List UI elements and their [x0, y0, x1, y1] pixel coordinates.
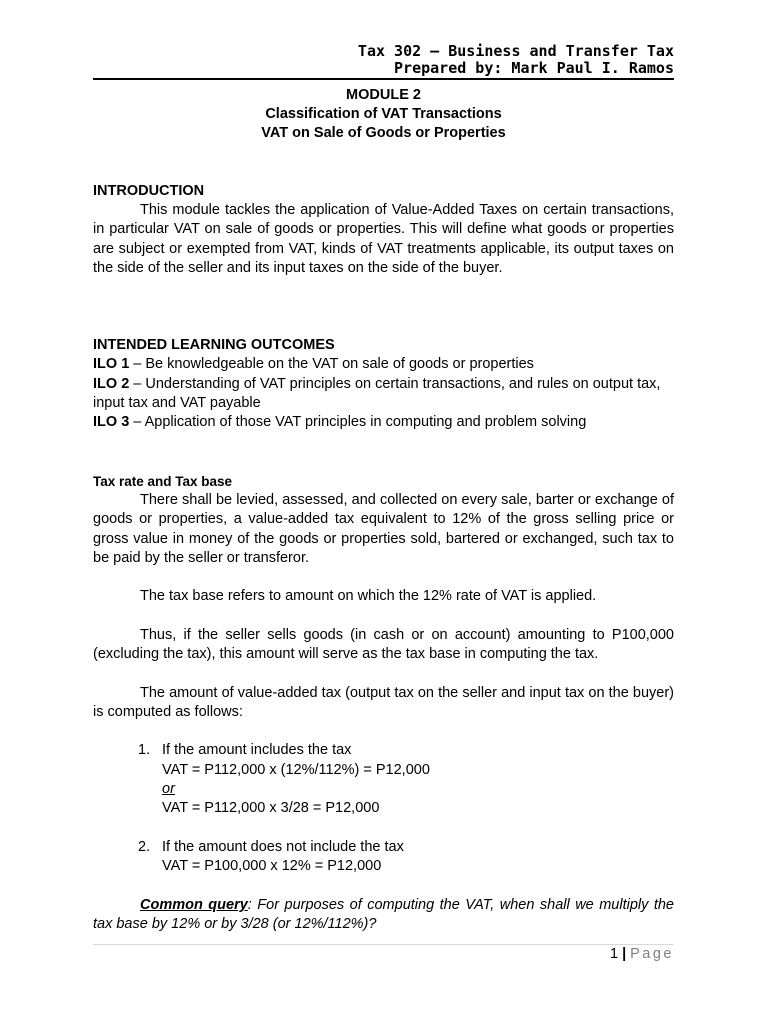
ilo-2-text: – Understanding of VAT principles on certain transactions, and rules on output tax, input tax and VAT payable	[93, 376, 661, 412]
tax-rate-paragraph-1: There shall be levied, assessed, and collected on every sale, barter or exchange of goods or properties, a value-added tax equivalent to 12% of the gross selling price or gross value in money of the goods or properties sold, bartered or exchanged, such tax to be paid by the seller or transferor.	[93, 492, 674, 566]
ilo-2-label: ILO 2	[93, 376, 130, 392]
ilo-3-text: – Application of those VAT principles in computing and problem solving	[129, 414, 587, 430]
computation-item-2	[138, 838, 404, 857]
tax-rate-heading: Tax rate and Tax base	[93, 474, 233, 489]
ilo-3-label: ILO 3	[93, 414, 130, 430]
computation-item-1	[138, 741, 351, 760]
title-line-2: VAT on Sale of Goods or Properties	[261, 125, 506, 141]
ilo-heading: INTENDED LEARNING OUTCOMES	[93, 337, 335, 353]
footer-separator: |	[622, 946, 627, 962]
ilo-item-1	[93, 355, 674, 374]
tax-rate-paragraph-3: Thus, if the seller sells goods (in cash or on account) amounting to P100,000 (excluding the tax), this amount will serve as the tax base in computing the tax.	[93, 627, 674, 663]
ilo-item-3	[93, 413, 674, 432]
item-2-title: If the amount does not include the tax	[162, 839, 404, 855]
item-1-or: or	[162, 781, 175, 797]
header-prepared-by: Prepared by: Mark Paul I. Ramos	[394, 59, 674, 77]
page-number: 1	[609, 946, 619, 962]
title-line-1: Classification of VAT Transactions	[265, 106, 502, 122]
item-2-formula: VAT = P100,000 x 12% = P12,000	[162, 858, 382, 874]
header-course: Tax 302 – Business and Transfer Tax	[357, 42, 674, 60]
tax-rate-paragraph-4: The amount of value-added tax (output tax on the seller and input tax on the buyer) is computed as follows:	[93, 685, 674, 721]
ilo-1-text: – Be knowledgeable on the VAT on sale of goods or properties	[129, 356, 534, 372]
item-1-formula-2: VAT = P112,000 x 3/28 = P12,000	[162, 800, 380, 816]
page-footer	[610, 945, 674, 964]
common-query	[93, 896, 674, 935]
introduction-body: This module tackles the application of Value-Added Taxes on certain transactions, in particular VAT on sale of goods or properties. This will define what goods or properties are subject or exempted from VAT, kinds of VAT treatments applicable, its output taxes on the side of the seller and its input taxes on the side of the buyer.	[93, 202, 674, 276]
common-query-text: : For purposes of computing the VAT, when shall we multiply the tax base by 12% or by 3/28 (or 12%/112%)?	[93, 897, 674, 933]
common-query-label: Common query	[140, 897, 248, 913]
item-1-number: 1.	[138, 742, 151, 758]
introduction-heading: INTRODUCTION	[93, 183, 205, 199]
item-1-title: If the amount includes the tax	[162, 742, 352, 758]
item-2-number: 2.	[138, 839, 151, 855]
module-title: MODULE 2	[346, 87, 421, 103]
footer-rule	[93, 944, 674, 945]
tax-rate-paragraph-2: The tax base refers to amount on which the 12% rate of VAT is applied.	[140, 588, 597, 604]
item-1-formula-1: VAT = P112,000 x (12%/112%) = P12,000	[162, 762, 430, 778]
ilo-1-label: ILO 1	[93, 356, 130, 372]
header-rule	[93, 78, 674, 80]
ilo-item-2	[93, 375, 674, 414]
page-label: Page	[630, 946, 674, 962]
